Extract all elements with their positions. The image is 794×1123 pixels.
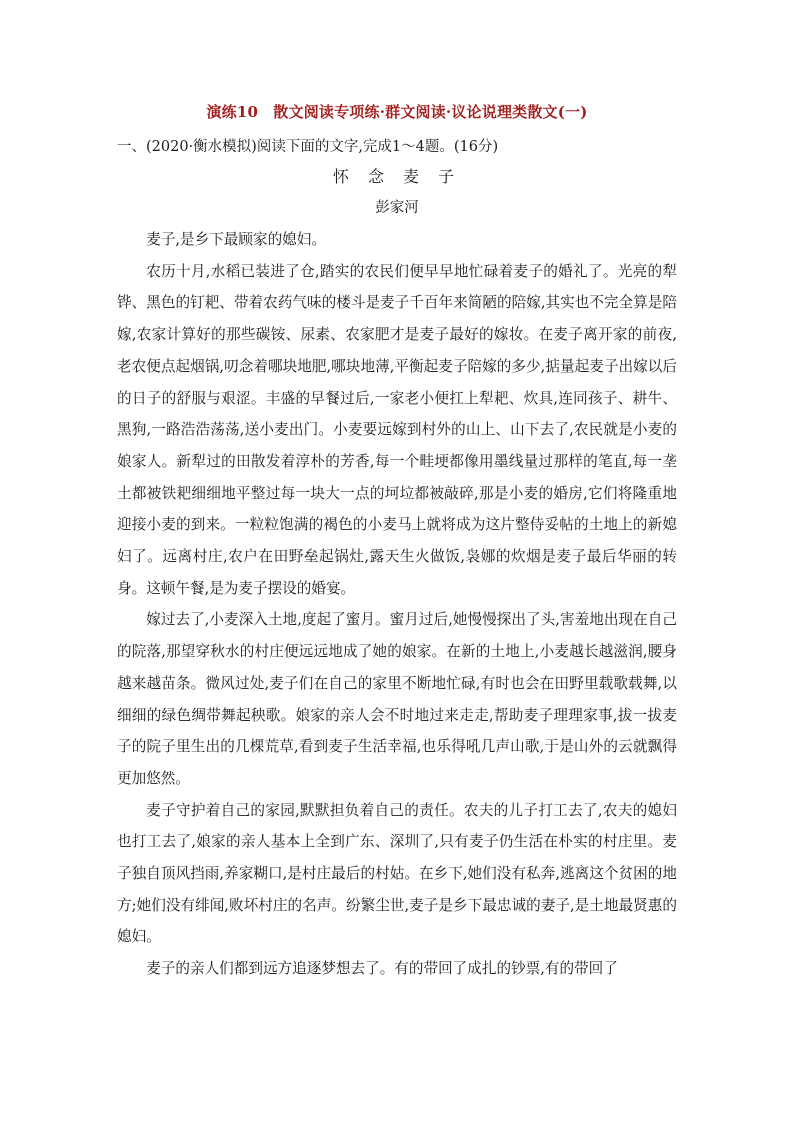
essay-paragraph: 嫁过去了,小麦深入土地,度起了蜜月。蜜月过后,她慢慢探出了头,害羞地出现在自己的院落,那望穿秋水的村庄便远远地成了她的娘家。在新的土地上,小麦越长越滋润,腰身越来越苗条。微风过处,麦子们在自己的家里不断地忙碌,有时也会在田野里载歌载舞,以细细的绿色绸带舞起秧歌。娘家的亲人会不时地过来走走,帮助麦子理理家事,拔一拔麦子的院子里生出的几棵荒草,看到麦子生活幸福,也乐得吼几声山歌,于是山外的云就飘得更加悠然。 [117,611,677,787]
essay-title: 怀 念 麦 子 [332,167,462,186]
document-title: 演练10 散文阅读专项练·群文阅读·议论说理类散文(一) [206,103,588,121]
essay-paragraph: 农历十月,水稻已装进了仓,踏实的农民们便早早地忙碌着麦子的婚礼了。光亮的犁铧、黑色的钉耙、带着农药气味的楼斗是麦子千百年来简陋的陪嫁,其实也不完全算是陪嫁,农家计算好的那些碳铵、尿素、农家肥才是麦子最好的嫁妆。在麦子离开家的前夜,老农便点起烟锅,叨念着哪块地肥,哪块地薄,平衡起麦子陪嫁的多少,掂量起麦子出嫁以后的日子的舒服与艰涩。丰盛的早餐过后,一家老小便扛上犁耙、炊具,连同孩子、耕牛、黑狗,一路浩浩荡荡,送小麦出门。小麦要远嫁到村外的山上、山下去了,农民就是小麦的娘家人。新犁过的田散发着淳朴的芳香,每一个畦埂都像用墨线量过那样的笔直,每一垄土都被铁耙细细地平整过每一块大一点的坷垃都被敲碎,那是小麦的婚房,它们将隆重地迎接小麦的到来。一粒粒饱满的褐色的小麦马上就将成为这片整侍妥帖的土地上的新媳妇了。远离村庄,农户在田野垒起锅灶,露天生火做饭,袅娜的炊烟是麦子最后华丽的转身。这顿午餐,是为麦子摆设的婚宴。 [117,262,677,597]
essay-paragraph: 麦子,是乡下最顾家的媳妇。 [146,231,326,248]
essay-paragraph: 麦子的亲人们都到远方追逐梦想去了。有的带回了成扎的钞票,有的带回了 [146,960,618,978]
essay-paragraph: 麦子守护着自己的家园,默默担负着自己的责任。农夫的儿子打工去了,农夫的媳妇也打工去了,娘家的亲人基本上全到广东、深圳了,只有麦子仍生活在朴实的村庄里。麦子独自顶风挡雨,养家糊口,是村庄最后的村姑。在乡下,她们没有私奔,逃离这个贫困的地方;她们没有绯闻,败坏村庄的名声。纷繁尘世,麦子是乡下最忠诚的妻子,是土地最贤惠的媳妇。 [117,801,677,946]
essay-body [117,224,677,985]
question-header: 一、(2020·衡水模拟)阅读下面的文字,完成1～4题。(16分) [117,139,499,155]
essay-author: 彭家河 [375,200,419,216]
